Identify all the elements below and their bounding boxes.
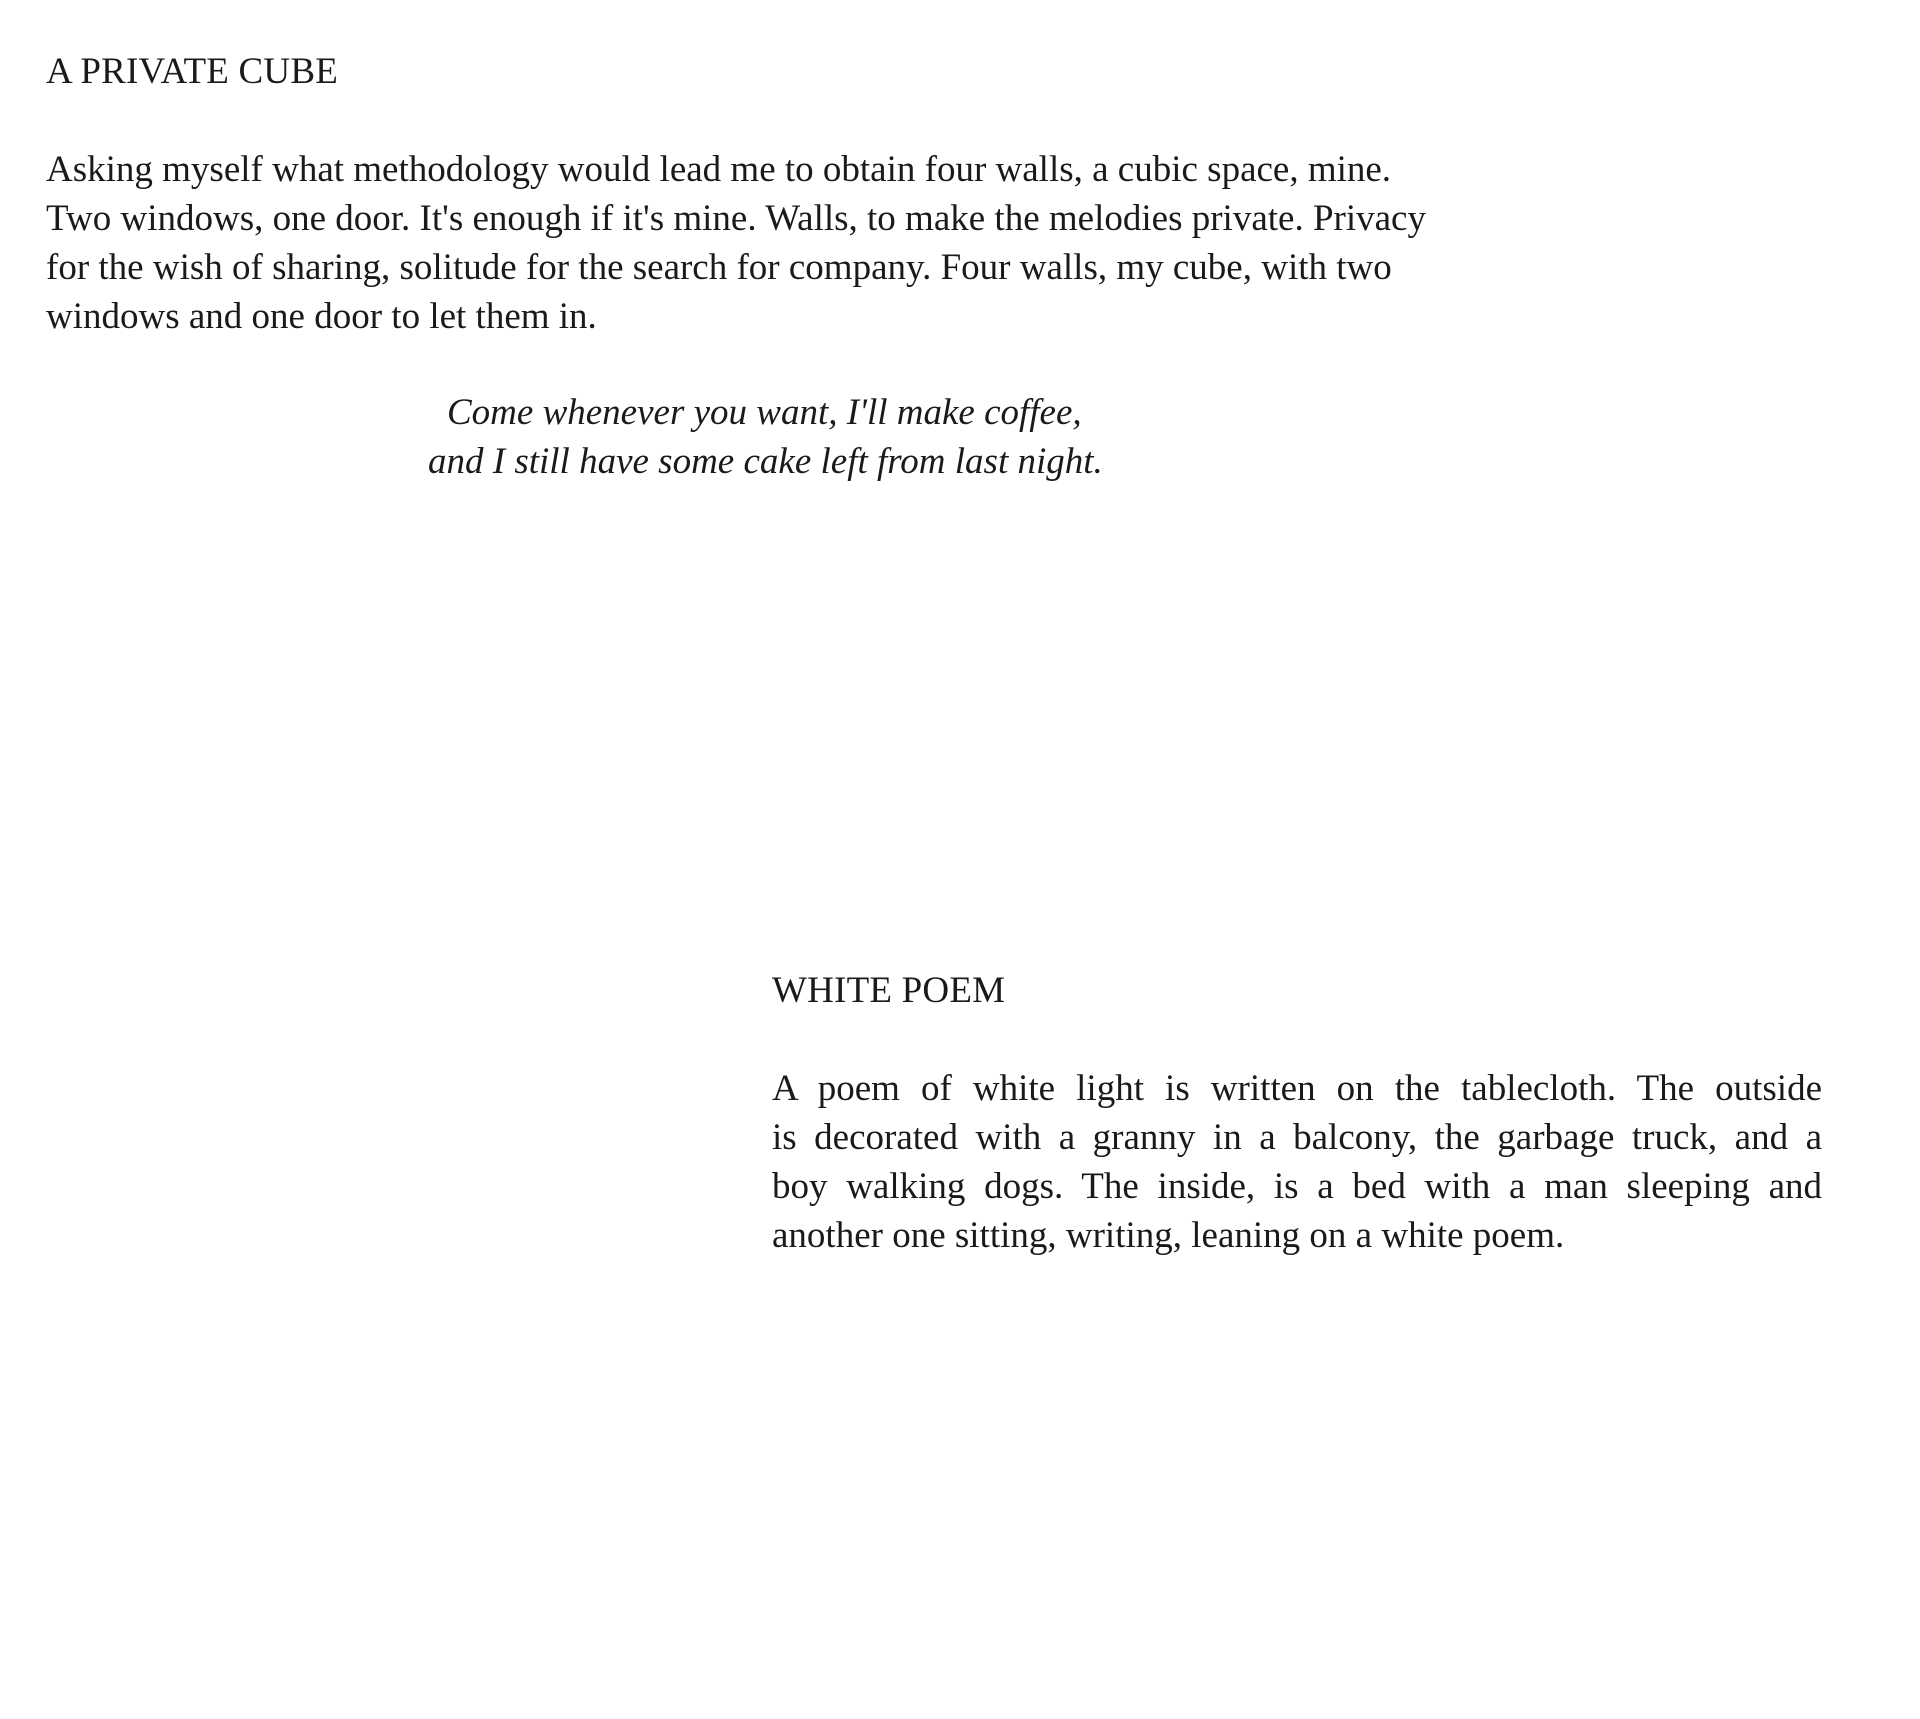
poem-line: A poem of white light is written on the tablecloth. The outside [772, 1068, 1822, 1109]
poem-title: WHITE POEM [772, 970, 1006, 1011]
poem-body [46, 145, 1586, 341]
poem-line: Two windows, one door. It's enough if it's mine. Walls, to make the melodies private. Privacy [46, 198, 1426, 239]
italic-verse [46, 388, 1586, 486]
poem-body [772, 1064, 1822, 1260]
poem-line: is decorated with a granny in a balcony, the garbage truck, and a [772, 1117, 1822, 1158]
poem-line: for the wish of sharing, solitude for the search for company. Four walls, my cube, with two [46, 247, 1392, 288]
poem-line: another one sitting, writing, leaning on a white poem. [772, 1215, 1565, 1256]
verse-line: and I still have some cake left from last night. [428, 441, 1103, 482]
poem-white-poem [772, 967, 1822, 1260]
poem-line: boy walking dogs. The inside, is a bed with a man sleeping and [772, 1166, 1822, 1207]
poem-title: A PRIVATE CUBE [46, 51, 339, 92]
poem-a-private-cube [46, 48, 1586, 341]
poem-line: Asking myself what methodology would lead me to obtain four walls, a cubic space, mine. [46, 149, 1392, 190]
poem-line: windows and one door to let them in. [46, 296, 597, 337]
verse-line: Come whenever you want, I'll make coffee, [447, 392, 1082, 433]
